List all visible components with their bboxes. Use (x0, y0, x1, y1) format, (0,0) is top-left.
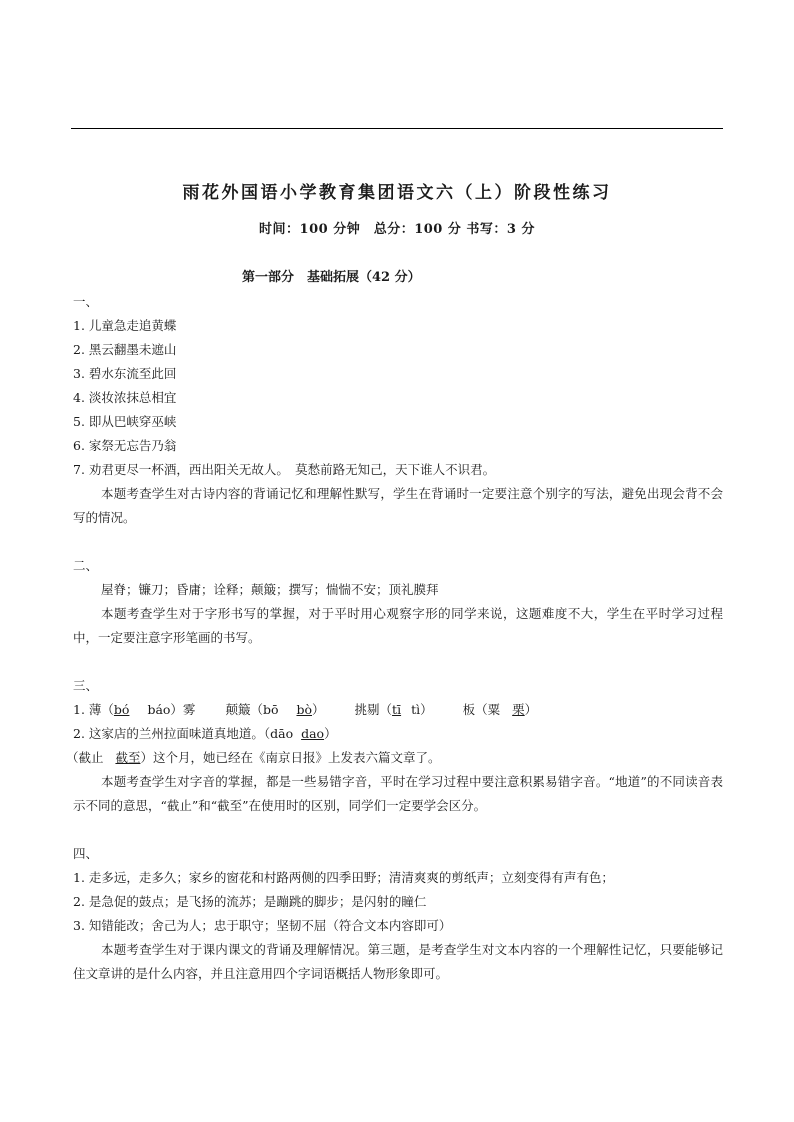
exam-meta: 时间：100 分钟 总分：100 分 书写：3 分 (259, 222, 535, 237)
answer-line: 5. 即从巴峡穿巫峡 (73, 414, 177, 429)
section-number: 二、 (73, 558, 99, 573)
answer-text: 2. 这家店的兰州拉面味道真地道。（dāo (73, 726, 294, 741)
explanation-paragraph: 本题考查学生对字音的掌握，都是一些易错字音，平时在学习过程中要注意积累易错字音。“地道”的不同读音表示不同的意思，“截止”和“截至”在使用时的区别，同学们一定要学会区分。 (73, 774, 723, 813)
pinyin-text: 板（ (462, 702, 488, 717)
explanation-paragraph: 本题考查学生对古诗内容的背诵记忆和理解性默写，学生在背诵时一定要注意个别字的写法，避免出现会背不会写的情况。 (73, 486, 723, 525)
answer-line: 1. 走多远，走多久；家乡的窗花和村路两侧的四季田野；清清爽爽的剪纸声；立刻变得有声有色； (73, 870, 614, 885)
answer-line: 2. 黑云翻墨未遮山 (73, 342, 177, 357)
word-correct: 截至 (115, 750, 141, 765)
answer-line: 4. 淡妆浓抹总相宜 (73, 390, 177, 405)
pinyin-text: ）雾 (170, 702, 196, 717)
pinyin-line (73, 702, 537, 718)
answer-text: ） (324, 726, 337, 741)
answer-line (66, 750, 440, 766)
answer-line (73, 726, 337, 742)
pinyin-correct: 栗 (512, 702, 525, 717)
answer-line: 3. 知错能改；舍己为人；忠于职守；坚韧不屈（符合文本内容即可） (73, 918, 452, 933)
section-number: 三、 (73, 678, 99, 693)
pinyin-correct: dao (301, 726, 325, 741)
part-heading: 第一部分 基础拓展（42 分） (242, 270, 421, 285)
answer-line: 7. 劝君更尽一杯酒，西出阳关无故人。 莫愁前路无知己，天下谁人不识君。 (73, 462, 496, 477)
pinyin-option: bō (262, 702, 279, 717)
answer-line: 3. 碧水东流至此回 (73, 366, 177, 381)
section-number: 一、 (73, 294, 99, 309)
answer-line: 6. 家祭无忘告乃翁 (73, 438, 177, 453)
pinyin-correct: bò (296, 702, 313, 717)
answer-text: ）这个月，她已经在《南京日报》上发表六篇文章了。 (140, 750, 441, 765)
pinyin-option: báo (147, 702, 171, 717)
answer-line: 屋脊；镰刀；昏庸；诠释；颠簸；撰写；惴惴不安；顶礼膜拜 (101, 582, 439, 597)
header-rule (71, 128, 723, 129)
pinyin-text: ） (420, 702, 433, 717)
pinyin-text: ） (524, 702, 538, 717)
explanation-paragraph: 本题考查学生对于课内课文的背诵及理解情况。第三题，是考查学生对文本内容的一个理解性记忆，只要能够记住文章讲的是什么内容，并且注意用四个字词语概括人物形象即可。 (73, 942, 723, 981)
pinyin-text: ） (312, 702, 325, 717)
pinyin-correct: bó (113, 702, 130, 717)
pinyin-text: 颠簸（ (225, 702, 263, 717)
pinyin-prefix: 1. 薄（ (73, 702, 114, 717)
page-title: 雨花外国语小学教育集团语文六（上）阶段性练习 (182, 183, 612, 203)
pinyin-option: 粟 (487, 702, 501, 717)
pinyin-option: tì (411, 702, 421, 717)
explanation-paragraph: 本题考查学生对于字形书写的掌握，对于平时用心观察字形的同学来说，这题难度不大，学生在平时学习过程中，一定要注意字形笔画的书写。 (73, 606, 723, 645)
pinyin-correct: tī (392, 702, 402, 717)
answer-text: （截止 (66, 750, 104, 765)
section-number: 四、 (73, 846, 99, 861)
pinyin-text: 挑剔（ (354, 702, 393, 717)
answer-line: 2. 是急促的鼓点；是飞扬的流苏；是蹦跳的脚步；是闪射的瞳仁 (73, 894, 427, 909)
answer-line: 1. 儿童急走追黄蝶 (73, 318, 177, 333)
